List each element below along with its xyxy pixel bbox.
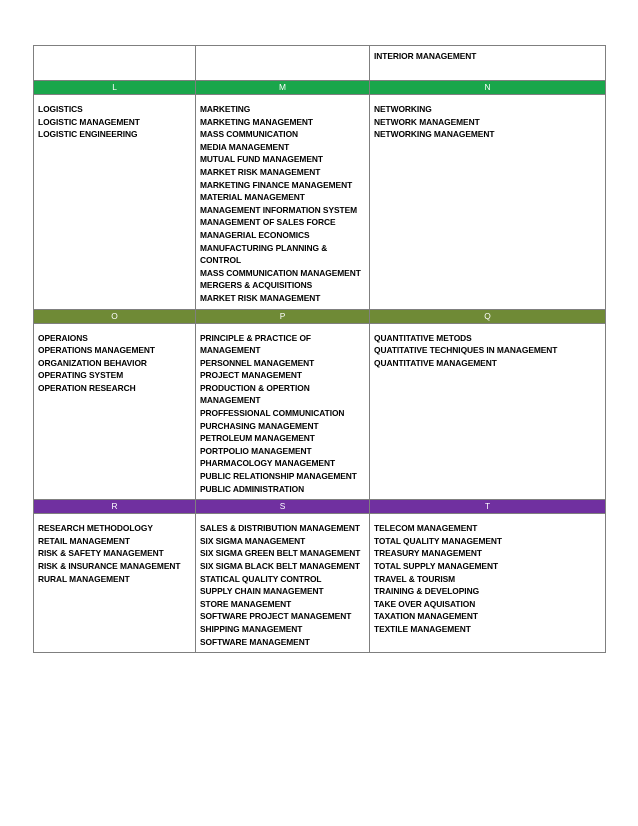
course-item: MARKETING MANAGEMENT (200, 116, 313, 127)
letter-header: L (34, 81, 196, 95)
top-cell-1 (34, 46, 196, 81)
course-item: MARKET RISK MANAGEMENT (200, 292, 321, 303)
course-item: PROFFESSIONAL COMMUNICATION (200, 408, 345, 419)
course-item: MUTUAL FUND MANAGEMENT (200, 154, 323, 165)
letter-header: M (196, 81, 370, 95)
course-item: QUATITATIVE TECHNIQUES IN MANAGEMENT (374, 345, 558, 356)
letter-header: R (34, 500, 196, 514)
course-item: OPERATION RESEARCH (38, 382, 136, 393)
course-item: TAXATION MANAGEMENT (374, 611, 478, 622)
course-list-cell (34, 323, 196, 500)
course-list-cell (370, 95, 606, 310)
course-item: TAKE OVER AQUISATION (374, 598, 476, 609)
course-item: MANAGERIAL ECONOMICS (200, 229, 310, 240)
course-item: PURCHASING MANAGEMENT (200, 420, 319, 431)
course-item: MASS COMMUNICATION MANAGEMENT (200, 267, 361, 278)
top-cell-2 (196, 46, 370, 81)
course-item: SIX SIGMA BLACK BELT MANAGEMENT (200, 561, 360, 571)
course-item: SOFTWARE PROJECT MANAGEMENT (200, 611, 352, 622)
course-item: SALES & DISTRIBUTION MANAGEMENT (200, 523, 360, 534)
course-item: NETWORKING (374, 104, 432, 114)
course-item: RISK & INSURANCE MANAGEMENT (38, 561, 181, 571)
course-item: OPERAIONS (38, 332, 88, 343)
top-row (34, 46, 606, 81)
letter-header: N (370, 81, 606, 95)
course-item: LOGISTIC ENGINEERING (38, 129, 138, 140)
course-item: MARKET RISK MANAGEMENT (200, 166, 321, 177)
course-item: NETWORK MANAGEMENT (374, 116, 480, 127)
course-item: RETAIL MANAGEMENT (38, 535, 130, 546)
course-item: PERSONNEL MANAGEMENT (200, 357, 315, 368)
course-item: PETROLEUM MANAGEMENT (200, 433, 315, 444)
course-item: TELECOM MANAGEMENT (374, 523, 478, 534)
course-item: STORE MANAGEMENT (200, 598, 292, 609)
course-item: MANUFACTURING PLANNING & CONTROL (200, 242, 328, 266)
course-item: MARKETING (200, 104, 251, 114)
course-item: SOFTWARE MANAGEMENT (200, 636, 310, 647)
course-item: LOGISTICS (38, 104, 83, 114)
letter-header: Q (370, 309, 606, 323)
course-item: MASS COMMUNICATION (200, 129, 299, 140)
letter-header: O (34, 309, 196, 323)
course-list-cell (196, 323, 370, 500)
course-item: SIX SIGMA MANAGEMENT (200, 535, 306, 546)
course-list-cell (196, 95, 370, 310)
course-item: RESEARCH METHODOLOGY (38, 523, 153, 534)
course-list-cell (34, 514, 196, 653)
section-header-row (34, 500, 606, 514)
course-list-cell (196, 514, 370, 653)
course-item: SUPPLY CHAIN MANAGEMENT (200, 586, 324, 597)
course-item: QUANTITATIVE METODS (374, 332, 472, 343)
course-item: PROJECT MANAGEMENT (200, 370, 302, 381)
course-item: MATERIAL MANAGEMENT (200, 192, 305, 203)
section-body-row (34, 323, 606, 500)
section-header-row (34, 81, 606, 95)
course-item: MERGERS & ACQUISITIONS (200, 280, 313, 291)
course-item: PUBLIC RELATIONSHIP MANAGEMENT (200, 471, 357, 482)
course-item: QUANTITATIVE MANAGEMENT (374, 357, 497, 368)
course-item: TOTAL QUALITY MANAGEMENT (374, 535, 502, 546)
course-list-cell (34, 95, 196, 310)
course-item: TEXTILE MANAGEMENT (374, 623, 471, 634)
course-item: STATICAL QUALITY CONTROL (200, 573, 322, 584)
letter-header: S (196, 500, 370, 514)
course-item: SIX SIGMA GREEN BELT MANAGEMENT (200, 548, 361, 559)
letter-header: P (196, 309, 370, 323)
course-item: TRAVEL & TOURISM (374, 573, 456, 584)
course-item: PRINCIPLE & PRACTICE OF MANAGEMENT (200, 332, 311, 356)
course-item: SHIPPING MANAGEMENT (200, 623, 303, 634)
section-body-row (34, 95, 606, 310)
course-list-cell (370, 514, 606, 653)
letter-header: T (370, 500, 606, 514)
course-item: PRODUCTION & OPERTION MANAGEMENT (200, 382, 310, 406)
course-item: PORTPOLIO MANAGEMENT (200, 445, 312, 456)
top-cell-3: INTERIOR MANAGEMENT (370, 46, 606, 81)
section-body-row (34, 514, 606, 653)
course-item: MANAGEMENT OF SALES FORCE (200, 217, 336, 228)
course-item: NETWORKING MANAGEMENT (374, 129, 495, 140)
course-item: TREASURY MANAGEMENT (374, 548, 482, 559)
course-item: MARKETING FINANCE MANAGEMENT (200, 179, 353, 190)
course-table (33, 45, 606, 653)
course-item: RURAL MANAGEMENT (38, 573, 130, 584)
course-item: TRAINING & DEVELOPING (374, 586, 480, 597)
course-item: PHARMACOLOGY MANAGEMENT (200, 458, 336, 469)
course-item: TOTAL SUPPLY MANAGEMENT (374, 561, 499, 571)
course-item: ORGANIZATION BEHAVIOR (38, 357, 147, 368)
course-item: MANAGEMENT INFORMATION SYSTEM (200, 204, 358, 215)
course-item: OPERATING SYSTEM (38, 370, 124, 381)
course-item: PUBLIC ADMINISTRATION (200, 483, 305, 494)
section-header-row (34, 309, 606, 323)
course-item: MEDIA MANAGEMENT (200, 141, 290, 152)
course-item: RISK & SAFETY MANAGEMENT (38, 548, 164, 559)
course-item: OPERATIONS MANAGEMENT (38, 345, 155, 356)
course-list-cell (370, 323, 606, 500)
course-item: LOGISTIC MANAGEMENT (38, 116, 140, 127)
